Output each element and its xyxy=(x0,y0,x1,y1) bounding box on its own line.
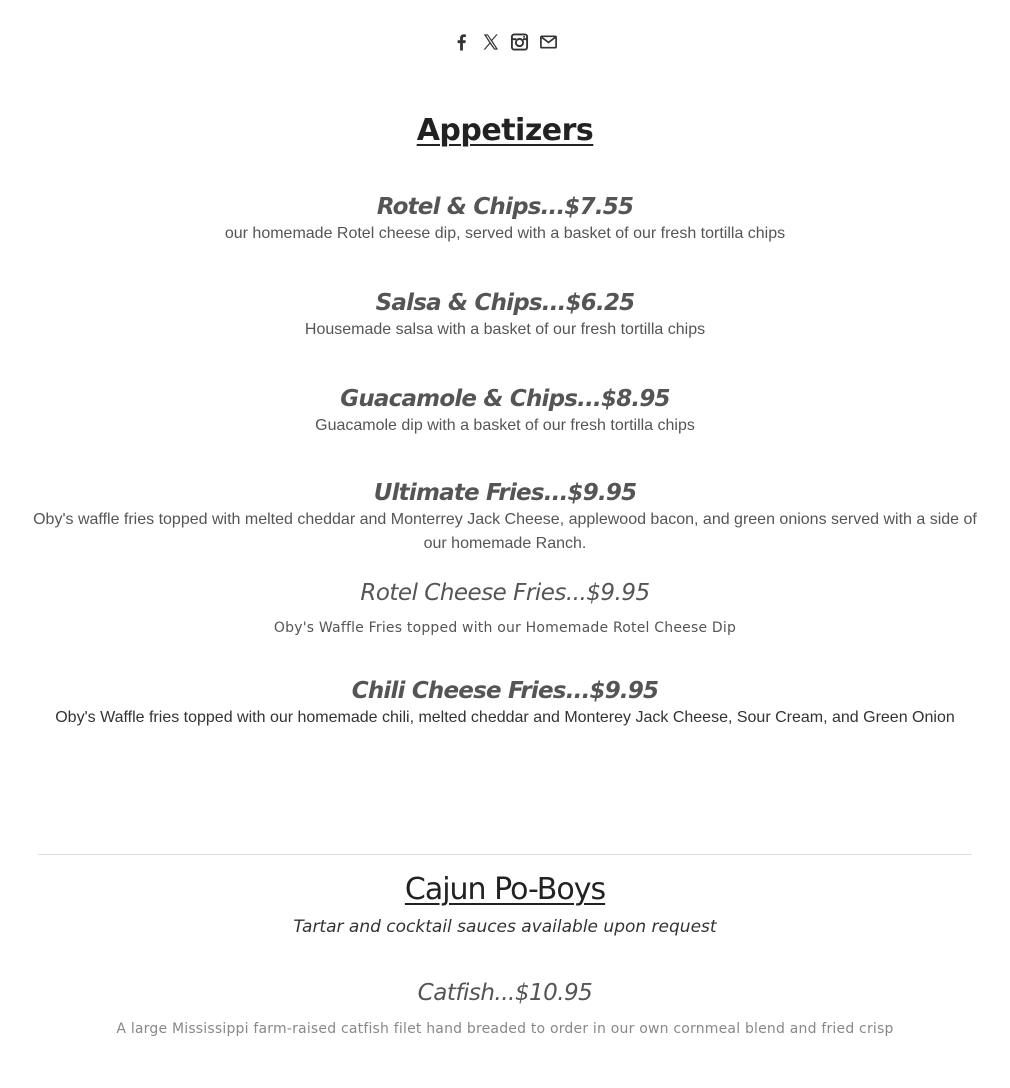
menu-item-title: Catfish...$10.95 xyxy=(417,980,593,1006)
section-divider xyxy=(38,854,972,855)
menu-item-title: Salsa & Chips...$6.25 xyxy=(375,290,635,316)
menu-item-desc: Oby's Waffle fries topped with our homemade chili, melted cheddar and Monterey Jack Cheese, Sour Cream, and Green Onion xyxy=(55,709,955,726)
section-title-appetizers: Appetizers xyxy=(416,113,594,148)
social-links xyxy=(0,30,1010,54)
menu-item-desc: our homemade Rotel cheese dip, served with a basket of our fresh tortilla chips xyxy=(224,225,786,242)
section-subtitle: Tartar and cocktail sauces available upon request xyxy=(293,917,717,937)
facebook-icon[interactable] xyxy=(452,30,471,54)
menu-item-desc: Housemade salsa with a basket of our fresh tortilla chips xyxy=(304,321,706,338)
mail-icon[interactable] xyxy=(539,30,558,54)
menu-item-title: Chili Cheese Fries...$9.95 xyxy=(351,678,659,704)
menu-item-title: Rotel & Chips...$7.55 xyxy=(376,194,634,220)
menu-item-desc: A large Mississippi farm-raised catfish filet hand breaded to order in our own cornmeal blend and fried crisp xyxy=(116,1021,894,1037)
x-icon[interactable] xyxy=(481,30,500,54)
menu-item-title: Guacamole & Chips...$8.95 xyxy=(340,386,670,412)
section-title-poboys: Cajun Po-Boys xyxy=(404,872,606,907)
menu-item-desc: Guacamole dip with a basket of our fresh tortilla chips xyxy=(315,417,695,434)
instagram-icon[interactable] xyxy=(510,30,529,54)
menu-item-title: Ultimate Fries...$9.95 xyxy=(373,480,637,506)
menu-item-title: Rotel Cheese Fries...$9.95 xyxy=(360,580,650,606)
menu-item-desc: Oby's waffle fries topped with melted cheddar and Monterrey Jack Cheese, applewood bacon, and green onions served with a side of our homemade Ranch. xyxy=(33,511,977,552)
menu-item-desc: Oby's Waffle Fries topped with our Homemade Rotel Cheese Dip xyxy=(273,620,737,636)
